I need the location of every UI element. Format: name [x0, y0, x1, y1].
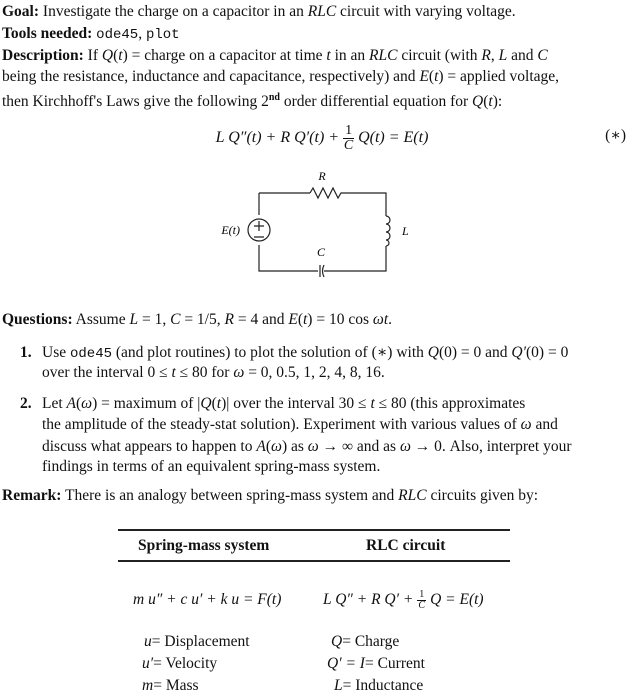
text-segment: being the resistance, inductance and capacitance, respectively) and	[2, 68, 420, 85]
question-2-line	[42, 394, 525, 414]
text-segment: (	[76, 395, 82, 412]
equation-rhs: Q(t) = E(t)	[354, 129, 429, 147]
text-segment: ) = 10 cos	[307, 311, 373, 328]
text-segment: Tools needed:	[2, 25, 97, 42]
text-segment: order differential equation for	[279, 93, 473, 111]
text-segment: ) = applied voltage,	[438, 68, 560, 85]
table-header: RLC circuit	[366, 537, 446, 554]
text-segment: R	[224, 311, 234, 328]
text-segment: .	[388, 311, 393, 328]
text-segment: Q	[200, 395, 212, 412]
text-segment: ode45	[69, 346, 112, 362]
text-segment: ode45	[96, 27, 139, 43]
text-segment: → 0. Also, interpret your	[410, 438, 572, 455]
question-1-line	[42, 343, 568, 364]
text-segment: ,	[138, 25, 146, 42]
table-row	[142, 676, 199, 696]
table-top-rule	[118, 529, 510, 531]
table-row	[331, 632, 399, 652]
text-segment: (0) = 0	[526, 344, 569, 361]
text-segment: ω	[233, 364, 245, 381]
rlc-eq-rhs: Q = E(t)	[426, 591, 484, 609]
text-segment: Assume	[72, 311, 130, 328]
fraction-denominator: C	[343, 138, 354, 153]
text-segment: RLC	[307, 3, 337, 20]
spring-mass-equation: m u″ + c u′ + k u = F(t)	[133, 591, 282, 608]
inductor-label: L	[402, 224, 409, 238]
text-segment: If	[83, 47, 102, 64]
table-row	[144, 632, 250, 652]
text-segment: and	[507, 47, 538, 64]
capacitor-label: C	[316, 245, 326, 259]
circuit-wire	[259, 193, 386, 271]
description-line	[2, 46, 548, 66]
meaning: = Displacement	[151, 633, 250, 650]
text-segment: Q	[427, 344, 439, 361]
text-segment: L	[129, 311, 139, 328]
text-segment: ω	[271, 438, 282, 455]
resistor-icon	[310, 188, 344, 198]
table-row	[334, 676, 423, 696]
text-segment: nd	[268, 92, 280, 103]
meaning: = Mass	[153, 677, 199, 694]
text-segment: A	[66, 395, 76, 412]
text-segment: A	[256, 438, 266, 455]
text-segment: t	[488, 93, 493, 111]
text-segment: = 4 and	[233, 311, 289, 328]
table-header: Spring-mass system	[138, 537, 270, 554]
text-segment: t	[216, 395, 222, 412]
text-segment: ):	[492, 93, 503, 111]
text-segment: RLC	[369, 47, 398, 64]
meaning: = Velocity	[153, 655, 218, 672]
resistor-label: R	[318, 169, 326, 183]
text-segment: Q′	[511, 344, 527, 361]
text-segment: circuit (with	[397, 47, 482, 64]
text-segment: ) = maximum of |	[92, 395, 201, 412]
text-segment: circuit with varying voltage.	[336, 3, 516, 20]
text-segment: Questions:	[2, 311, 73, 328]
text-segment: Q	[101, 47, 114, 64]
equation-lhs: L Q″(t) + R Q′(t) +	[215, 129, 344, 147]
table-row	[327, 654, 425, 674]
text-segment: (	[428, 68, 435, 85]
text-segment: Remark:	[2, 487, 62, 504]
text-segment: Description:	[2, 47, 84, 64]
text-segment: RLC	[398, 487, 427, 504]
equation-tag: (∗)	[605, 127, 626, 144]
rlc-eq-lhs: L Q″ + R Q′ +	[323, 591, 418, 609]
symbol: u′	[142, 655, 154, 672]
question-1-line	[42, 363, 385, 383]
fraction-numerator: 1	[345, 123, 353, 138]
description-line	[2, 67, 559, 87]
text-segment: in an	[330, 47, 370, 64]
text-segment: Let	[42, 395, 67, 412]
fraction-numerator: 1	[419, 589, 425, 600]
text-segment: (	[483, 93, 489, 111]
text-segment: = 1/5,	[180, 311, 225, 328]
text-segment: over the interval 0 ≤	[42, 364, 172, 381]
equation-fraction	[343, 124, 354, 153]
text-segment: t	[171, 364, 176, 381]
text-segment: t	[326, 47, 331, 64]
text-segment: ,	[490, 47, 499, 64]
text-segment: ≤ 80 for	[175, 364, 234, 381]
text-segment: (	[297, 311, 303, 328]
text-segment: Use	[42, 344, 70, 361]
text-segment: the amplitude of the steady-stat solution). Experiment with various values of	[42, 416, 521, 433]
text-segment: findings in terms of an equivalent spring-mass system.	[42, 458, 381, 475]
symbol: Q′ = I	[327, 655, 365, 672]
meaning: = Current	[364, 655, 425, 672]
text-segment: C	[170, 311, 181, 328]
text-segment: E	[419, 68, 429, 85]
text-segment: Q	[472, 93, 484, 111]
text-segment: and	[531, 416, 558, 433]
rlc-equation	[323, 590, 484, 611]
inductor-icon	[386, 216, 390, 246]
text-segment: (	[211, 395, 217, 412]
questions-line	[2, 310, 392, 330]
rlc-eq-fraction	[417, 590, 426, 611]
text-segment: (	[265, 438, 272, 455]
text-segment: t	[434, 68, 439, 85]
capacitor-icon	[320, 265, 324, 277]
differential-equation	[0, 124, 644, 153]
fraction-denominator: C	[418, 600, 426, 611]
text-segment: ω	[520, 416, 532, 433]
text-segment: t	[118, 47, 123, 64]
source-label: E(t)	[221, 223, 240, 237]
text-segment: circuits given by:	[426, 487, 539, 504]
text-segment: (	[113, 47, 119, 64]
text-segment: ω	[81, 395, 93, 412]
text-segment: R	[481, 47, 491, 64]
item-number: 2.	[20, 395, 32, 412]
text-segment: ) as	[281, 438, 308, 455]
text-segment: ω	[399, 438, 411, 455]
meaning: = Charge	[342, 633, 400, 650]
text-segment: )| over the interval 30 ≤	[221, 395, 371, 412]
symbol: Q	[331, 633, 343, 650]
text-segment: ) = charge on a capacitor at time	[122, 47, 327, 64]
meaning: = Inductance	[342, 677, 424, 694]
text-segment: plot	[145, 27, 180, 43]
text-segment: = 1,	[138, 311, 171, 328]
text-segment: Goal:	[2, 3, 40, 20]
rlc-circuit-diagram	[200, 160, 420, 280]
tools-line	[2, 24, 180, 45]
text-segment: discuss what appears to happen to	[42, 438, 257, 455]
text-segment: There is an analogy between spring-mass system and	[61, 487, 399, 504]
text-segment: t	[302, 311, 308, 328]
text-segment: ≤ 80 (this approximates	[374, 395, 526, 412]
text-segment: C	[537, 47, 548, 64]
text-segment: (0) = 0 and	[438, 344, 512, 361]
text-segment: ω	[307, 438, 319, 455]
question-2-line	[42, 457, 380, 477]
text-segment: ωt	[372, 311, 389, 328]
text-segment: E	[288, 311, 298, 328]
symbol: L	[334, 677, 343, 694]
text-segment: (and plot routines) to plot the solution of (∗) with	[112, 344, 428, 361]
item-number: 1.	[20, 344, 32, 361]
text-segment: = 0, 0.5, 1, 2, 4, 8, 16.	[244, 364, 385, 381]
text-segment: L	[498, 47, 508, 64]
question-2-line	[42, 437, 572, 457]
question-2-line	[42, 415, 558, 435]
text-segment: Investigate the charge on a capacitor in an	[39, 3, 308, 20]
symbol: u	[144, 633, 152, 650]
table-header-rule	[118, 560, 510, 562]
text-segment: then Kirchhoff's Laws give the following 2	[2, 93, 269, 111]
description-line	[2, 88, 502, 112]
symbol: m	[142, 677, 154, 694]
table-row	[142, 654, 217, 674]
goal-line	[2, 2, 516, 22]
text-segment: → ∞ and as	[318, 438, 400, 455]
text-segment: t	[370, 395, 375, 412]
remark-line	[2, 486, 538, 506]
